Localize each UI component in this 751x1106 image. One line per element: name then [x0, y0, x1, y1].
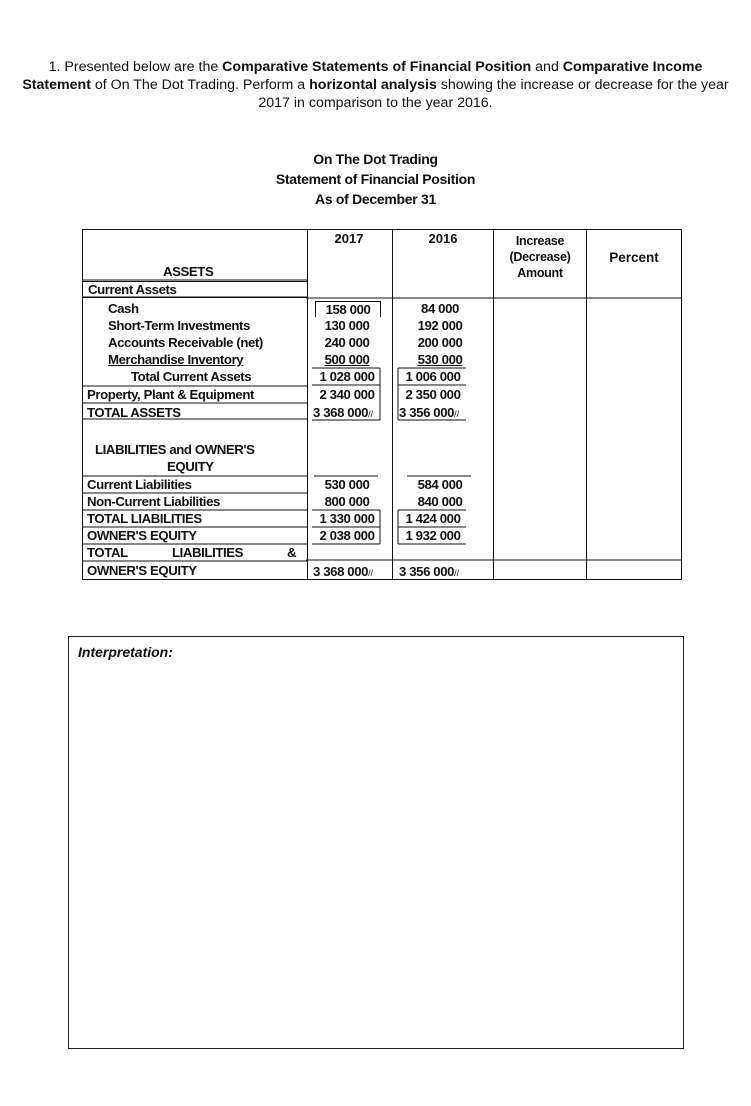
- double-underline-mark: //: [368, 409, 374, 419]
- column-header-2017: 2017: [334, 231, 364, 246]
- total-liab-equity-2016: [399, 564, 459, 581]
- instructions-bold-horizontal: horizontal analysis: [309, 77, 437, 93]
- total-liabilities-equity-line1: [87, 545, 297, 560]
- ampersand: &: [287, 545, 297, 560]
- liability-2017-total: 1 330 000: [319, 511, 375, 526]
- equity-2017: 2 038 000: [319, 528, 375, 543]
- column-header-2016: 2016: [428, 231, 458, 246]
- liability-2016-total: 1 424 000: [405, 511, 461, 526]
- double-underline-mark: //: [368, 568, 374, 578]
- current-assets-header: Current Assets: [83, 281, 308, 298]
- equity-label: OWNER'S EQUITY: [87, 528, 197, 543]
- asset-2017-accounts-receivable: 240 000: [324, 335, 370, 350]
- asset-2016-total-assets-value: 3 356 000: [399, 405, 455, 420]
- asset-2017-total-assets-value: 3 368 000: [313, 405, 369, 420]
- instructions-bold-statements: Comparative Statements of Financial Position: [222, 59, 532, 75]
- column-divider: [493, 230, 494, 579]
- total-liab-equity-2016-value: 3 356 000: [399, 564, 455, 579]
- asset-2017-total-current-assets: 1 028 000: [319, 369, 375, 384]
- double-underline-mark: //: [454, 409, 460, 419]
- instructions-prefix: 1. Presented below are the: [48, 59, 223, 75]
- asset-2016-total-assets: [399, 405, 459, 422]
- interpretation-box[interactable]: [68, 636, 684, 1049]
- asset-2017-ppe: 2 340 000: [319, 387, 375, 402]
- asset-label-total-current-assets: Total Current Assets: [131, 369, 252, 384]
- liabilities-header-line2: EQUITY: [167, 459, 214, 474]
- total-liab-equity-2017-value: 3 368 000: [313, 564, 369, 579]
- asset-label-ppe: Property, Plant & Equipment: [87, 387, 255, 402]
- asset-2016-short-term-investments: 192 000: [417, 318, 463, 333]
- asset-2017-merchandise-inventory: 500 000: [324, 352, 370, 367]
- liability-label-current: Current Liabilities: [87, 477, 192, 492]
- asset-2016-ppe: 2 350 000: [405, 387, 461, 402]
- increase-line3: Amount: [517, 266, 563, 280]
- statement-title: Statement of Financial Position: [275, 171, 476, 187]
- asset-2016-cash: 84 000: [421, 301, 459, 316]
- instructions-paragraph: [18, 58, 733, 112]
- liability-label-total: TOTAL LIABILITIES: [87, 511, 202, 526]
- total-liab-equity-2017: [313, 564, 373, 581]
- column-header-increase: [495, 233, 585, 281]
- asset-2017-cash: 158 000: [315, 301, 381, 317]
- liability-2017-current: 530 000: [324, 477, 370, 492]
- asset-2016-accounts-receivable: 200 000: [417, 335, 463, 350]
- column-divider: [586, 230, 587, 579]
- total-liabilities-equity-line2: OWNER'S EQUITY: [87, 563, 197, 578]
- column-header-percent: Percent: [609, 250, 659, 265]
- increase-line1: Increase: [515, 234, 565, 248]
- double-underline-mark: //: [454, 568, 460, 578]
- asset-label-merchandise-inventory: Merchandise Inventory: [108, 352, 244, 367]
- statement-date: As of December 31: [315, 191, 436, 207]
- instructions-mid: of On The Dot Trading. Perform a: [90, 77, 310, 93]
- liabilities-word: LIABILITIES: [172, 545, 244, 560]
- total-word: TOTAL: [87, 545, 128, 560]
- instructions-bold-income: Comparative Income Statement: [22, 59, 703, 93]
- liabilities-header-line1: LIABILITIES and OWNER'S: [95, 442, 255, 457]
- increase-line2: (Decrease): [509, 250, 571, 264]
- asset-label-accounts-receivable: Accounts Receivable (net): [108, 335, 263, 350]
- asset-label-short-term-investments: Short-Term Investments: [108, 318, 250, 333]
- liability-2016-noncurrent: 840 000: [417, 494, 463, 509]
- asset-2017-total-assets: [313, 405, 373, 422]
- company-name: On The Dot Trading: [313, 151, 438, 167]
- asset-label-cash: Cash: [108, 301, 139, 316]
- column-divider: [392, 230, 393, 579]
- liability-2016-current: 584 000: [417, 477, 463, 492]
- assets-header: ASSETS: [163, 264, 214, 279]
- financial-position-table: [82, 229, 682, 580]
- liability-2017-noncurrent: 800 000: [324, 494, 370, 509]
- instructions-and: and: [531, 59, 563, 75]
- interpretation-label: Interpretation:: [78, 644, 173, 660]
- instructions-suffix: showing the increase or decrease for the year 2017 in comparison to the year 2016.: [258, 77, 729, 111]
- equity-2016: 1 932 000: [405, 528, 461, 543]
- liability-label-noncurrent: Non-Current Liabilities: [87, 494, 220, 509]
- asset-2016-total-current-assets: 1 006 000: [405, 369, 461, 384]
- asset-2016-merchandise-inventory: 530 000: [417, 352, 463, 367]
- asset-2017-short-term-investments: 130 000: [324, 318, 370, 333]
- asset-label-total-assets: TOTAL ASSETS: [87, 405, 181, 420]
